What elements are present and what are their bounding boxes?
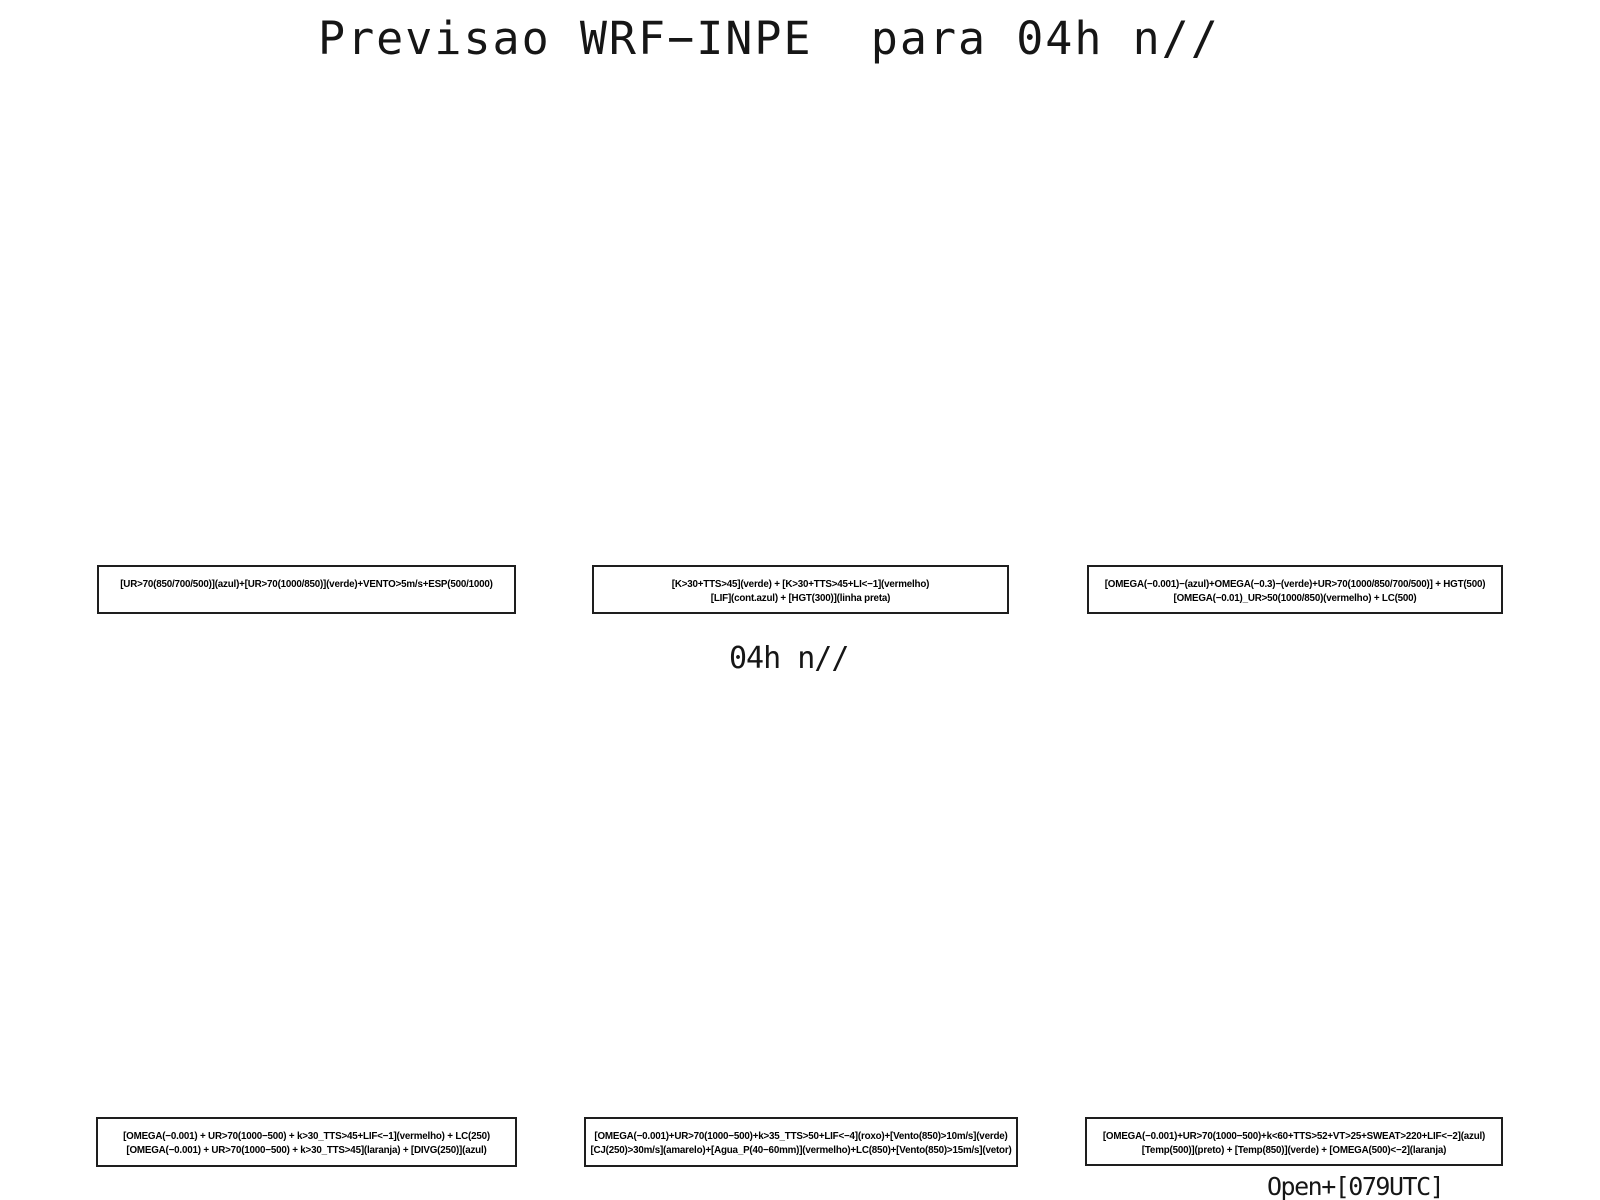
footer-run-label: Open+[079UTC] [1267,1172,1444,1200]
caption-line: [OMEGA(−0.001)+UR>70(1000−500)+k<60+TTS>52+VT>25+SWEAT>220+LIF<−2](azul) [1102,1131,1486,1142]
panel-caption-bottom-center [584,1117,1018,1167]
panel-caption-top-center [592,565,1009,614]
caption-line: [CJ(250)>30m/s](amarelo)+[Agua_P(40−60mm)](vermelho)+LC(850)+[Vento(850)>15m/s](vetor) [590,1144,1012,1156]
panel-caption-top-left [97,565,516,614]
caption-line: [OMEGA(−0.001)−(azul)+OMEGA(−0.3)−(verde)+UR>70(1000/850/700/500)] + HGT(500) [1104,579,1486,590]
panel-caption-bottom-right [1085,1117,1503,1166]
caption-line: [OMEGA(−0.001) + UR>70(1000−500) + k>30_TTS>45+LIF<−1](vermelho) + LC(250) [123,1131,490,1142]
page-title: Previsao WRF−INPE para 04h n// [318,12,1220,65]
caption-line: [LIF](cont.azul) + [HGT(300)](linha preta) [710,592,891,604]
caption-line: [K>30+TTS>45](verde) + [K>30+TTS>45+LI<−1](vermelho) [671,579,930,590]
caption-line: [OMEGA(−0.001)+UR>70(1000−500)+k>35_TTS>50+LIF<−4](roxo)+[Vento(850)>10m/s](verde) [594,1131,1008,1142]
panel-caption-top-right [1087,565,1503,614]
caption-line: [OMEGA(−0.001) + UR>70(1000−500) + k>30_TTS>45](laranja) + [DIVG(250)](azul) [126,1144,487,1156]
caption-line: [OMEGA(−0.01)_UR>50(1000/850)(vermelho) + LC(500) [1173,592,1417,604]
caption-line: [UR>70(850/700/500)](azul)+[UR>70(1000/850)](verde)+VENTO>5m/s+ESP(500/1000) [120,579,493,590]
caption-line: [Temp(500)](preto) + [Temp(850)](verde) + [OMEGA(500)<−2](laranja) [1141,1144,1447,1156]
panel-caption-bottom-left [96,1117,517,1167]
panel-time-label: 04h n// [729,641,849,676]
